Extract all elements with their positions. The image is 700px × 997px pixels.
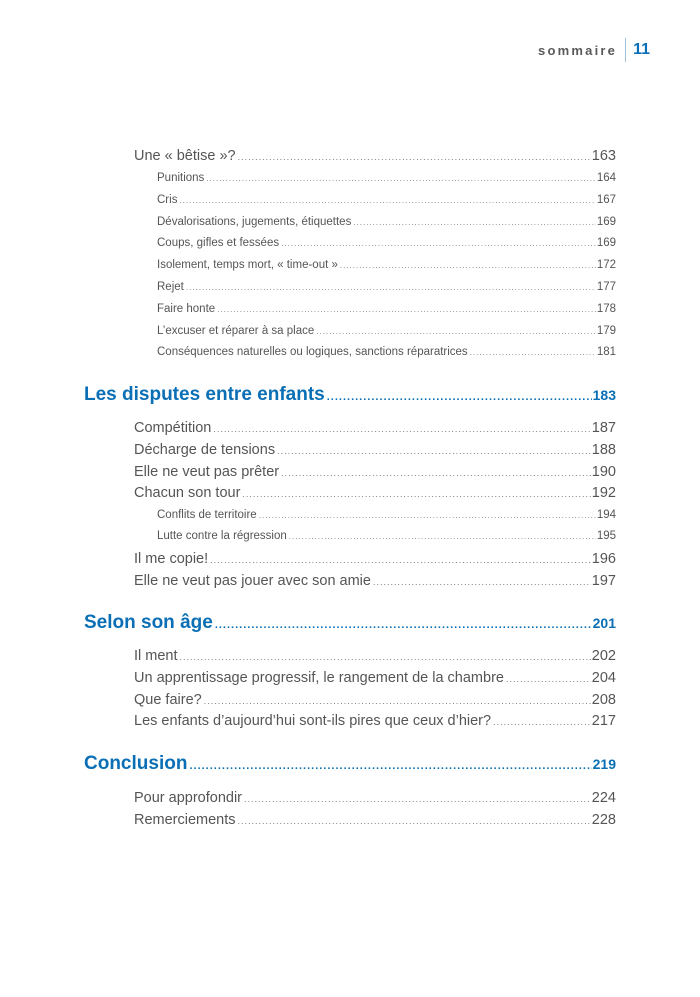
toc-entry-page: 188 <box>591 442 616 458</box>
toc-entry-page: 192 <box>591 485 616 501</box>
toc-entry-title: Les enfants d’aujourd’hui sont-ils pires que ceux d’hier? <box>134 713 492 729</box>
toc-subsection[interactable] <box>157 509 616 521</box>
dot-leader <box>340 261 596 270</box>
toc-entry-title: Cris <box>157 194 178 206</box>
toc-entry-page: 202 <box>591 648 616 664</box>
toc-entry-page: 172 <box>596 259 616 271</box>
toc-section[interactable] <box>134 692 616 708</box>
toc-subsection[interactable] <box>157 325 616 337</box>
dot-leader <box>206 174 596 183</box>
toc-entry-page: 201 <box>592 615 616 631</box>
toc-entry-title: Que faire? <box>134 692 202 708</box>
toc-chapter[interactable] <box>84 612 616 634</box>
toc-entry-page: 169 <box>596 216 616 228</box>
toc-entry-page: 179 <box>596 325 616 337</box>
dot-leader <box>506 674 591 684</box>
toc-entry-page: 208 <box>591 692 616 708</box>
toc-entry-page: 177 <box>596 281 616 293</box>
toc-subsection[interactable] <box>157 194 616 206</box>
page-header <box>538 38 650 62</box>
toc-entry-page: 219 <box>592 756 616 772</box>
dot-leader <box>180 652 591 662</box>
dot-leader <box>244 794 591 804</box>
toc-section[interactable] <box>134 551 616 567</box>
toc-subsection[interactable] <box>157 172 616 184</box>
toc-entry-page: 196 <box>591 551 616 567</box>
dot-leader <box>186 283 596 292</box>
toc-entry-title: Pour approfondir <box>134 790 243 806</box>
toc-entry-title: Décharge de tensions <box>134 442 276 458</box>
toc-entry-title: Conflits de territoire <box>157 509 257 521</box>
toc-entry-page: 194 <box>596 509 616 521</box>
toc-subsection[interactable] <box>157 530 616 542</box>
dot-leader <box>238 816 591 826</box>
toc-entry-page: 195 <box>596 530 616 542</box>
dot-leader <box>213 424 590 434</box>
toc-entry-page: 224 <box>591 790 616 806</box>
toc-entry-title: Conséquences naturelles ou logiques, sanctions réparatrices <box>157 346 468 358</box>
dot-leader <box>353 218 595 227</box>
toc-entry-title: Elle ne veut pas prêter <box>134 464 280 480</box>
page-number: 11 <box>633 41 650 58</box>
toc-chapter[interactable] <box>84 384 616 406</box>
toc-entry-title: Lutte contre la régression <box>157 530 287 542</box>
toc-section[interactable] <box>134 464 616 480</box>
dot-leader <box>217 305 596 314</box>
toc-chapter[interactable] <box>84 753 616 775</box>
toc-entry-title: Rejet <box>157 281 184 293</box>
dot-leader <box>327 391 592 403</box>
toc-subsection[interactable] <box>157 346 616 358</box>
toc-entry-page: 204 <box>591 670 616 686</box>
dot-leader <box>281 468 591 478</box>
dot-leader <box>277 446 591 456</box>
toc-section[interactable] <box>134 148 616 164</box>
dot-leader <box>242 489 590 499</box>
toc-entry-title: Les disputes entre enfants <box>84 384 325 405</box>
toc-entry-page: 183 <box>592 387 616 403</box>
toc-entry-title: Il me copie! <box>134 551 209 567</box>
toc-entry-page: 197 <box>591 573 616 589</box>
toc-entry-title: Un apprentissage progressif, le rangement de la chambre <box>134 670 504 686</box>
toc-entry-page: 164 <box>596 172 616 184</box>
toc-entry-title: Dévalorisations, jugements, étiquettes <box>157 216 352 228</box>
toc-section[interactable] <box>134 812 616 828</box>
dot-leader <box>215 619 592 631</box>
toc-section[interactable] <box>134 573 616 589</box>
toc-entry-title: Compétition <box>134 420 212 436</box>
dot-leader <box>259 511 596 520</box>
toc-subsection[interactable] <box>157 259 616 271</box>
toc-subsection[interactable] <box>157 303 616 315</box>
toc-entry-page: 228 <box>591 812 616 828</box>
toc-entry-page: 167 <box>596 194 616 206</box>
toc-section[interactable] <box>134 713 616 729</box>
toc-section[interactable] <box>134 485 616 501</box>
dot-leader <box>470 348 596 357</box>
toc-entry-page: 187 <box>591 420 616 436</box>
toc-entry-title: Punitions <box>157 172 205 184</box>
dot-leader <box>204 696 591 706</box>
toc-section[interactable] <box>134 670 616 686</box>
toc-entry-title: Remerciements <box>134 812 236 828</box>
toc-subsection[interactable] <box>157 237 616 249</box>
toc-entry-title: Faire honte <box>157 303 216 315</box>
toc-entry-page: 169 <box>596 237 616 249</box>
toc-entry-page: 217 <box>591 713 616 729</box>
toc-section[interactable] <box>134 442 616 458</box>
toc-entry-title: L’excuser et réparer à sa place <box>157 325 315 337</box>
toc-entry-page: 190 <box>591 464 616 480</box>
dot-leader <box>189 760 591 772</box>
toc-section[interactable] <box>134 790 616 806</box>
dot-leader <box>179 196 595 205</box>
toc-entry-title: Selon son âge <box>84 612 213 633</box>
toc-subsection[interactable] <box>157 216 616 228</box>
toc-entry-title: Conclusion <box>84 753 188 774</box>
toc-entry-page: 163 <box>591 148 616 164</box>
dot-leader <box>238 152 591 162</box>
toc-subsection[interactable] <box>157 281 616 293</box>
toc-entry-title: Chacun son tour <box>134 485 241 501</box>
toc-section[interactable] <box>134 420 616 436</box>
toc-entry-title: Isolement, temps mort, « time-out » <box>157 259 338 271</box>
running-title: sommaire <box>538 42 618 58</box>
toc-entry-title: Il ment <box>134 648 178 664</box>
dot-leader <box>289 532 596 541</box>
toc-entry-page: 181 <box>596 346 616 358</box>
dot-leader <box>281 239 596 248</box>
dot-leader <box>316 327 596 336</box>
toc-entry-title: Elle ne veut pas jouer avec son amie <box>134 573 371 589</box>
toc-entry-title: Coups, gifles et fessées <box>157 237 280 249</box>
dot-leader <box>373 577 591 587</box>
toc-entry-page: 178 <box>596 303 616 315</box>
toc-section[interactable] <box>134 648 616 664</box>
dot-leader <box>493 717 591 727</box>
toc-entry-title: Une « bêtise »? <box>134 148 236 164</box>
dot-leader <box>210 555 591 565</box>
